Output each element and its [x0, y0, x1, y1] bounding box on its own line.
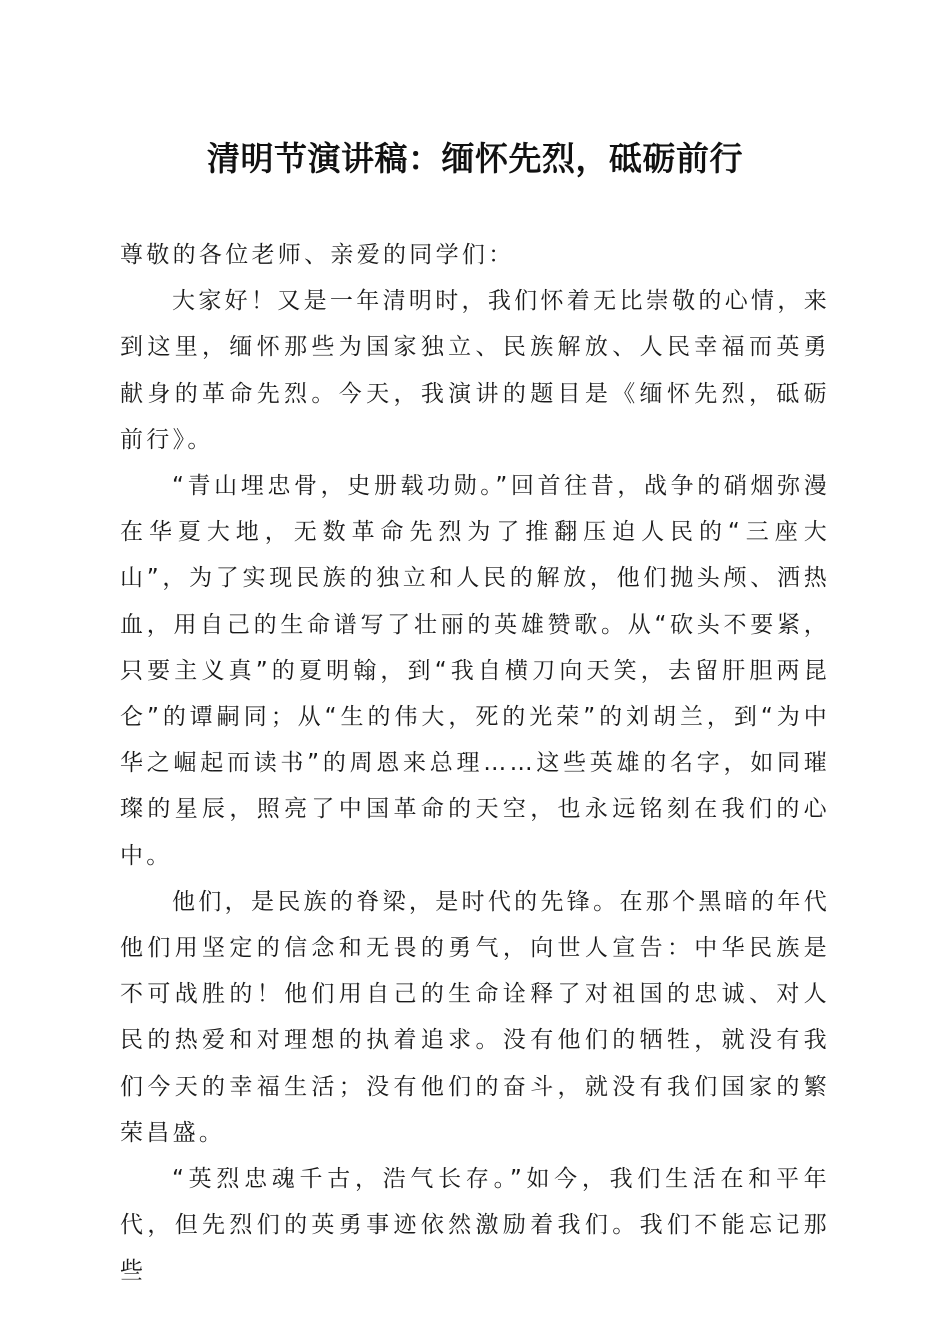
document-title: 清明节演讲稿：缅怀先烈，砥砺前行: [207, 139, 743, 178]
paragraph-4: “英烈忠魂千古，浩气长存。”如今，我们生活在和平年代，但先烈们的英勇事迹依然激励着我们。我们不能忘记那些: [120, 1166, 830, 1285]
paragraph-2: “青山埋忠骨，史册载功勋。”回首往昔，战争的硝烟弥漫在华夏大地，无数革命先烈为了推翻压迫人民的“三座大山”，为了实现民族的独立和人民的解放，他们抛头颅、洒热血，用自己的生命谱写了壮丽的英雄赞歌。从“砍头不要紧，只要主义真”的夏明翰，到“我自横刀向天笑，去留肝胆两昆仑”的谭嗣同；从“生的伟大，死的光荣”的刘胡兰，到“为中华之崛起而读书”的周恩来总理……这些英雄的名字，如同璀璨的星辰，照亮了中国革命的天空，也永远铭刻在我们的心中。: [120, 473, 830, 869]
salutation: 尊敬的各位老师、亲爱的同学们：: [120, 242, 515, 268]
paragraph-1: 大家好！又是一年清明时，我们怀着无比崇敬的心情，来到这里，缅怀那些为国家独立、民族解放、人民幸福而英勇献身的革命先烈。今天，我演讲的题目是《缅怀先烈，砥砺前行》。: [120, 288, 830, 453]
document-body: [120, 232, 830, 1295]
paragraph-3: 他们，是民族的脊梁，是时代的先锋。在那个黑暗的年代他们用坚定的信念和无畏的勇气，向世人宣告：中华民族是不可战胜的！他们用自己的生命诠释了对祖国的忠诚、对人民的热爱和对理想的执着追求。没有他们的牺牲，就没有我们今天的幸福生活；没有他们的奋斗，就没有我们国家的繁荣昌盛。: [120, 888, 830, 1146]
